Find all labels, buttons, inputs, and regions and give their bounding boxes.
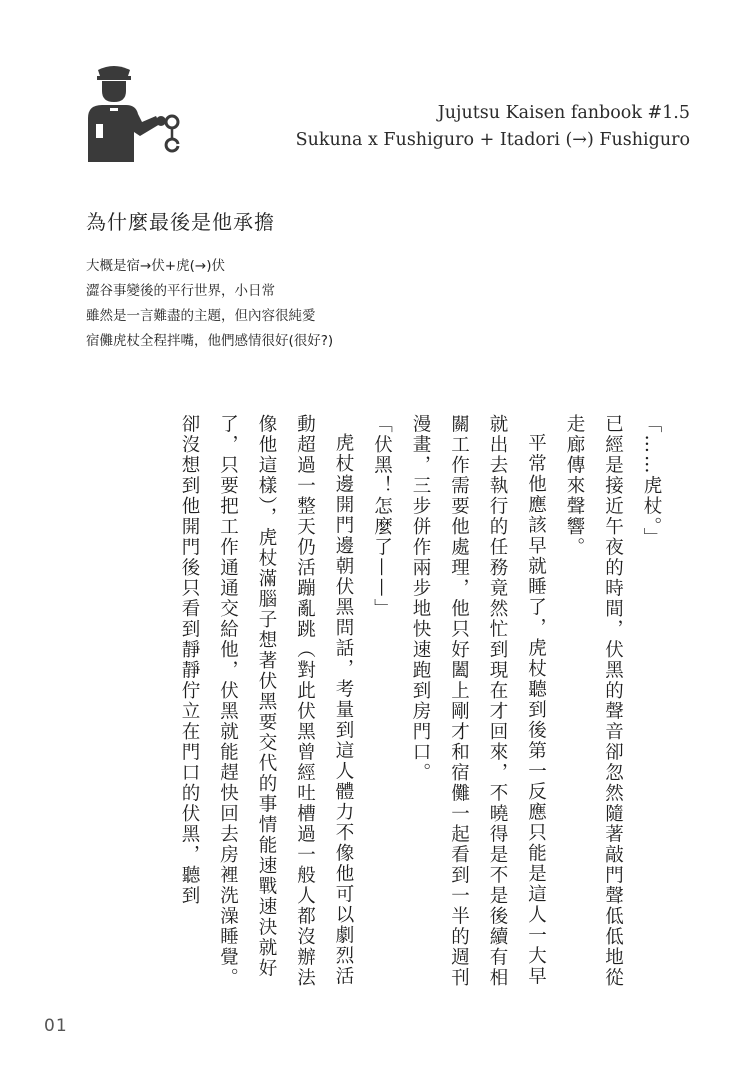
story-body	[70, 414, 670, 1004]
synopsis-line: 澀谷事變後的平行世界，小日常	[86, 283, 275, 299]
story-paragraph: 平常他應該早就睡了，虎杖聽到後第一反應只能是這人一大早就出去執行的任務竟然忙到現在才回來，不曉得是不是後續有相關工作需要他處理，他只好闔上剛才和宿儺一起看到一半的週刊漫畫，三步併作兩步地快速跑到房門口。	[410, 414, 547, 988]
book-header	[296, 100, 690, 154]
police-officer-handcuffs-icon	[82, 60, 192, 166]
synopsis	[86, 254, 333, 354]
synopsis-line: 雖然是一言難盡的主題，但內容很純愛	[86, 308, 316, 324]
story-paragraph: 「……虎杖。」	[641, 414, 662, 549]
story-paragraph: 卻沒想到他開門後只看到靜靜佇立在門口的伏黑，聽到	[179, 414, 200, 906]
story-paragraph: 「伏黑！怎麼了——」	[371, 414, 393, 619]
page-number: 01	[44, 1016, 68, 1036]
story-paragraph: 已經是接近午夜的時間，伏黑的聲音卻忽然隨著敲門聲低低地從走廊傳來聲響。	[564, 414, 624, 988]
book-title: Jujutsu Kaisen fanbook #1.5	[437, 103, 690, 123]
pairing-line: Sukuna x Fushiguro + Itadori (→) Fushiguro	[295, 130, 690, 150]
synopsis-line: 大概是宿→伏+虎(→)伏	[86, 258, 225, 274]
synopsis-line: 宿儺虎杖全程拌嘴，他們感情很好(很好?)	[86, 333, 334, 349]
story-paragraph: 虎杖邊開門邊朝伏黑問話，考量到這人體力不像他可以劇烈活動超過一整天仍活蹦亂跳（對此伏黑曾經吐槽過一般人都沒辦法像他這樣），虎杖滿腦子想著伏黑要交代的事情能速戰速決就好了，只要把工作通通交給他，伏黑就能趕快回去房裡洗澡睡覺。	[217, 414, 354, 988]
chapter-title: 為什麼最後是他承擔	[86, 210, 275, 234]
